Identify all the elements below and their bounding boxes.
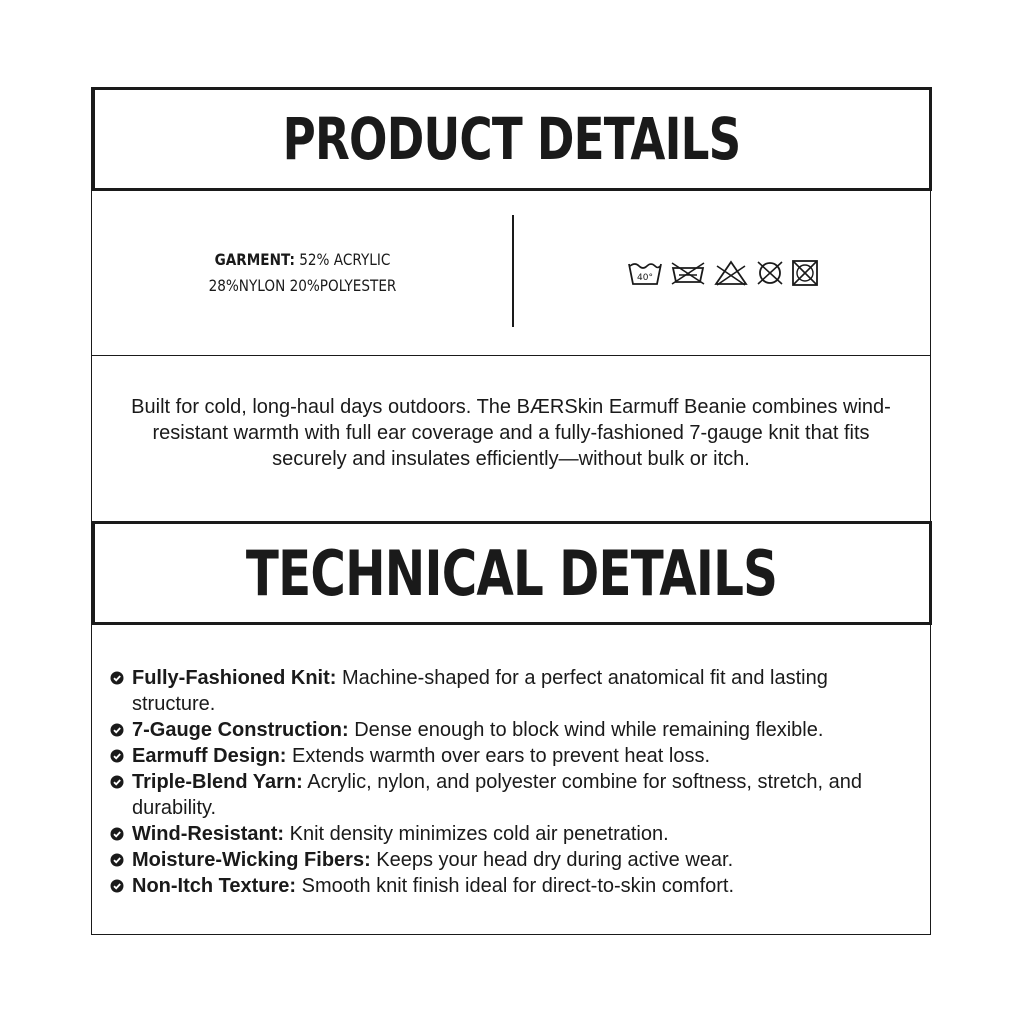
feature-label: Triple-Blend Yarn: xyxy=(132,771,303,793)
feature-label: Non-Itch Texture: xyxy=(132,875,297,897)
check-circle-icon xyxy=(110,671,124,685)
feature-item xyxy=(110,717,910,743)
product-details-header xyxy=(92,87,932,191)
check-circle-icon xyxy=(110,723,124,737)
do-not-tumble-dry-icon xyxy=(669,260,707,286)
feature-label: Wind-Resistant: xyxy=(132,823,285,845)
feature-item xyxy=(110,665,910,717)
do-not-bleach-icon xyxy=(713,260,749,286)
feature-label: Fully-Fashioned Knit: xyxy=(132,667,337,689)
composition-care-row xyxy=(92,191,930,356)
fabric-composition xyxy=(92,247,512,299)
wash-40-icon xyxy=(627,260,663,286)
feature-item xyxy=(110,847,910,873)
care-symbols xyxy=(627,259,819,287)
feature-item xyxy=(110,743,910,769)
feature-text: Acrylic, nylon, and polyester combine for softness, stretch, and durability. xyxy=(132,771,862,819)
technical-details-title: TECHNICAL DETAILS xyxy=(246,536,778,610)
check-circle-icon xyxy=(110,749,124,763)
feature-text: Dense enough to block wind while remaining flexible. xyxy=(348,719,824,741)
feature-text: Keeps your head dry during active wear. xyxy=(370,849,734,871)
composition-line1: 52% ACRYLIC xyxy=(294,250,390,269)
feature-item xyxy=(110,821,910,847)
check-circle-icon xyxy=(110,827,124,841)
feature-text: Smooth knit finish ideal for direct-to-skin comfort. xyxy=(296,875,735,897)
feature-label: Moisture-Wicking Fibers: xyxy=(132,849,371,871)
feature-item xyxy=(110,873,910,899)
feature-label: 7-Gauge Construction: xyxy=(132,719,349,741)
product-details-title: PRODUCT DETAILS xyxy=(283,105,741,173)
vertical-divider xyxy=(512,215,514,327)
do-not-dry-icon xyxy=(791,259,819,287)
technical-features-list xyxy=(110,665,910,899)
composition-label: GARMENT: xyxy=(214,250,295,269)
feature-text: Extends warmth over ears to prevent heat loss. xyxy=(286,745,711,767)
technical-details-header xyxy=(92,521,932,625)
check-circle-icon xyxy=(110,879,124,893)
feature-text: Knit density minimizes cold air penetration. xyxy=(284,823,669,845)
check-circle-icon xyxy=(110,853,124,867)
composition-line2: 28%NYLON 20%POLYESTER xyxy=(208,276,396,295)
svg-text:40°: 40° xyxy=(637,273,653,283)
product-details-card xyxy=(91,87,931,935)
do-not-dry-clean-icon xyxy=(755,260,785,286)
feature-item xyxy=(110,769,910,821)
check-circle-icon xyxy=(110,775,124,789)
feature-label: Earmuff Design: xyxy=(132,745,287,767)
feature-text: Machine-shaped for a perfect anatomical fit and lasting structure. xyxy=(132,667,828,715)
product-description: Built for cold, long-haul days outdoors. The BÆRSkin Earmuff Beanie combines wind-resistant warmth with full ear coverage and a fully-fashioned 7-gauge knit that fits securely and insulates efficiently—without bulk or itch. xyxy=(131,396,891,470)
description-row xyxy=(92,356,930,520)
